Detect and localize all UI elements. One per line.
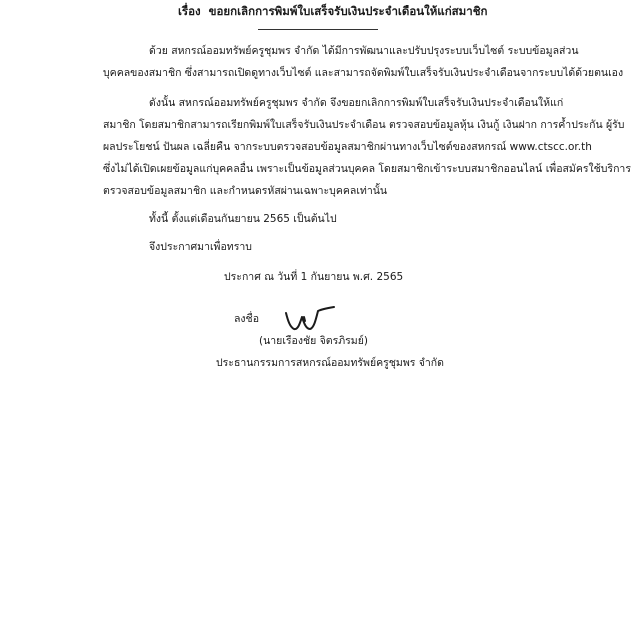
signer-title: ประธานกรรมการสหกรณ์ออมทรัพย์ครูชุมพร จำกัด bbox=[216, 357, 444, 369]
title-divider bbox=[258, 29, 378, 30]
paragraph1-line1: ด้วย สหกรณ์ออมทรัพย์ครูชุมพร จำกัด ได้มีการพัฒนาและปรับปรุงระบบเว็บไซต์ ระบบข้อมูลส่วน bbox=[149, 45, 579, 57]
paragraph2-line3: ผลประโยชน์ ปันผล เฉลี่ยคืน จากระบบตรวจสอบข้อมูลสมาชิกผ่านทางเว็บไซต์ของสหกรณ์ www.ctscc.or.th bbox=[103, 141, 592, 153]
effective-date-line: ทั้งนี้ ตั้งแต่เดือนกันยายน 2565 เป็นต้นไป bbox=[149, 213, 337, 225]
subject-text: ขอยกเลิกการพิมพ์ใบเสร็จรับเงินประจำเดือนให้แก่สมาชิก bbox=[208, 4, 488, 18]
announce-line: จึงประกาศมาเพื่อทราบ bbox=[149, 241, 252, 253]
paragraph2-line4: ซึ่งไม่ได้เปิดเผยข้อมูลแก่บุคคลอื่น เพราะเป็นข้อมูลส่วนบุคคล โดยสมาชิกเข้าระบบสมาชิกออนไลน์ เพื่อสมัครใช้บริการ bbox=[103, 163, 631, 175]
subject-line bbox=[178, 4, 487, 18]
sign-label: ลงชื่อ bbox=[234, 313, 259, 325]
subject-label: เรื่อง bbox=[178, 4, 201, 18]
paragraph2-line5: ตรวจสอบข้อมูลสมาชิก และกำหนดรหัสผ่านเฉพาะบุคคลเท่านั้น bbox=[103, 185, 388, 197]
signer-name: (นายเรืองชัย จิตรภิรมย์) bbox=[259, 335, 368, 347]
announcement-date: ประกาศ ณ วันที่ 1 กันยายน พ.ศ. 2565 bbox=[224, 271, 404, 283]
paragraph1-line2: บุคคลของสมาชิก ซึ่งสามารถเปิดดูทางเว็บไซต์ และสามารถจัดพิมพ์ใบเสร็จรับเงินประจำเดือนจากระบบได้ด้วยตนเอง bbox=[103, 67, 624, 79]
paragraph2-line1: ดังนั้น สหกรณ์ออมทรัพย์ครูชุมพร จำกัด จึงขอยกเลิกการพิมพ์ใบเสร็จรับเงินประจำเดือนให้แก่ bbox=[149, 97, 564, 109]
paragraph2-line2: สมาชิก โดยสมาชิกสามารถเรียกพิมพ์ใบเสร็จรับเงินประจำเดือน ตรวจสอบข้อมูลหุ้น เงินกู้ เงินฝาก การค้ำประกัน ผู้รับ bbox=[103, 119, 625, 131]
handwritten-signature bbox=[282, 303, 344, 333]
